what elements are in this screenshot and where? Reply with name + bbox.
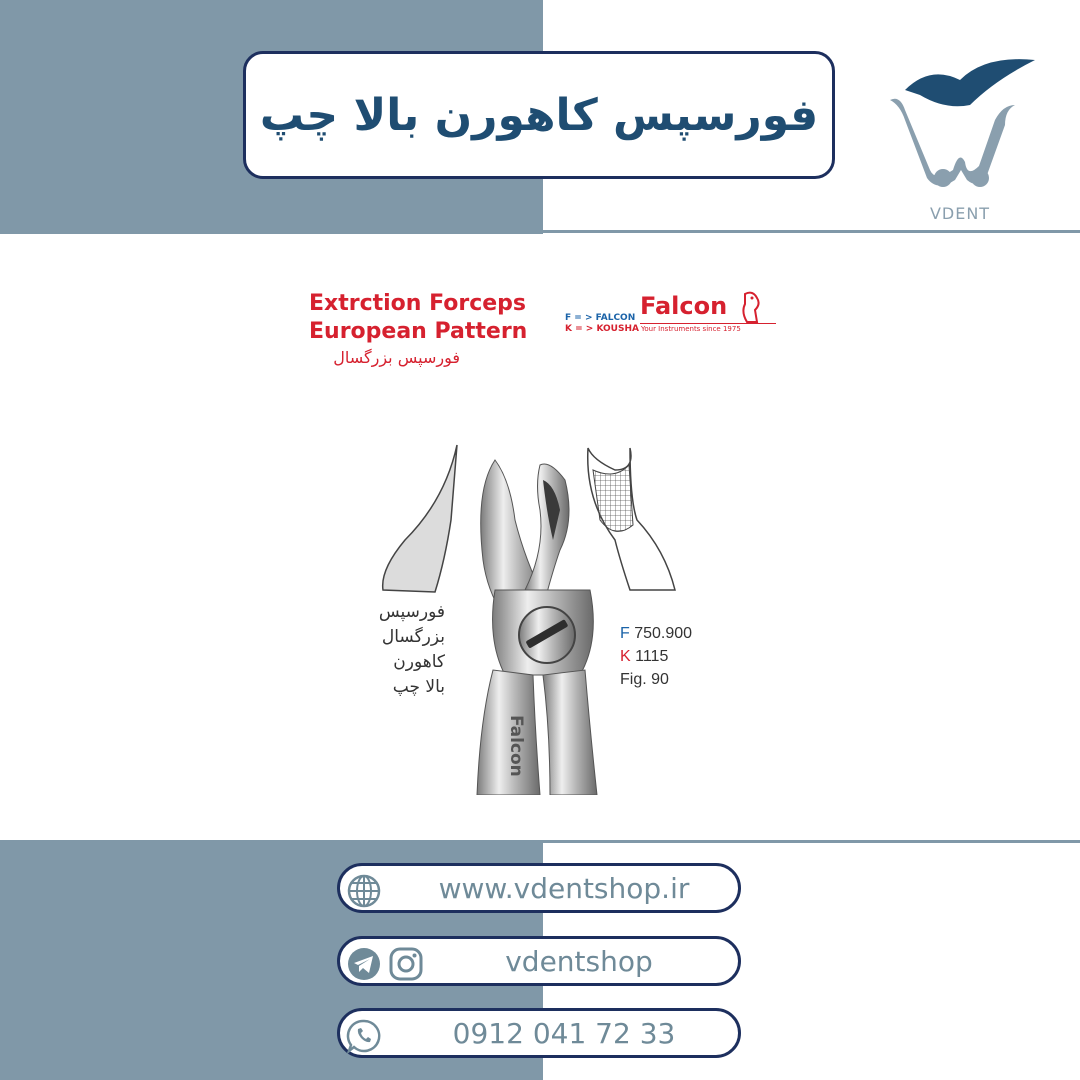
product-codes [620,622,692,691]
instagram-icon [388,946,424,982]
code-f-prefix: F [620,625,630,642]
title-box [243,51,835,179]
logo-text: VDENT [929,204,991,223]
brand-tagline: Your Instruments since 1975 [641,325,741,333]
whatsapp-icon [346,1018,382,1054]
telegram-icon [346,946,382,982]
brand-key-f: F = > FALCON [565,313,636,323]
code-k-prefix: K [620,648,631,665]
category-en-line2: European Pattern [309,319,528,344]
brand-key [565,313,639,335]
category-en-line1: Extrction Forceps [309,291,527,316]
description-fa-line2: بزرگسال [381,627,445,647]
phone-link[interactable] [337,1008,741,1058]
figure-number: Fig. 90 [620,671,669,688]
page-title: فورسپس کاهورن بالا چپ [259,89,819,141]
category-en [309,290,527,346]
beak-profile [383,445,457,592]
brand-logo [640,292,727,320]
brand-underline [640,323,776,324]
tooth-cart-icon [875,50,1045,220]
category-fa: فورسپس بزرگسال [333,348,460,367]
header-divider [543,230,1080,233]
website-text: www.vdentshop.ir [438,871,690,905]
brand-key-k: K = > KOUSHA [565,324,639,334]
globe-icon [346,873,382,909]
code-f [620,622,692,645]
phone-text: 0912 041 72 33 [452,1016,676,1050]
falcon-bird-icon [735,290,765,324]
social-link[interactable] [337,936,741,986]
forceps-handle-right [543,670,597,795]
website-link[interactable] [337,863,741,913]
instrument-engraving: Falcon [506,715,526,777]
description-fa-line4: بالا چپ [392,677,445,697]
code-f-value: 750.900 [629,625,693,642]
code-k [620,645,692,668]
footer-divider [543,840,1080,843]
description-fa-line3: کاهورن [393,652,445,672]
brand-name: Falcon [640,292,728,320]
code-k-value: 1115 [630,648,669,665]
description-fa-line1: فورسپس [378,602,445,622]
description-fa [330,600,445,700]
social-text: vdentshop [505,944,653,978]
